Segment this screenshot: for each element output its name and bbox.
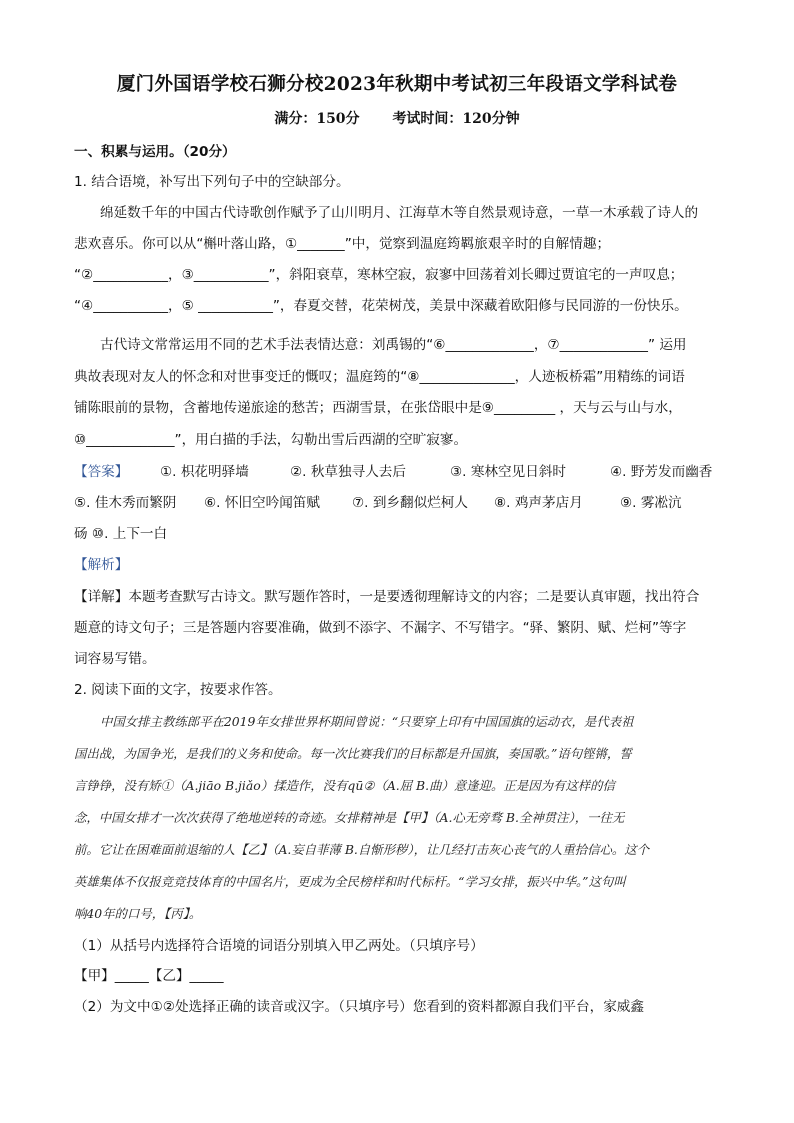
answer-item: ①. 枳花明驿墙	[160, 464, 249, 480]
answer-item: ⑧. 鸡声茅店月	[494, 495, 583, 511]
q1-para1-line: “②___________，③___________”，斜阳衰草，寒林空寂，寂寥中回荡着刘长卿过贾谊宅的一声叹息；	[74, 267, 684, 283]
full-score: 满分：150分	[274, 111, 360, 127]
q1-para1-line: “④___________，⑤ ___________”，春夏交替，花荣树茂，美景中深藏着欧阳修与民同游的一份快乐。	[74, 298, 688, 314]
q2-passage-line: 前。它让在困难面前退缩的人【乙】（A.妄自菲薄 B.自惭形秽），让几经打击灰心丧气的人重拾信心。这个	[74, 842, 650, 857]
exam-title: 厦门外国语学校石狮分校2023年秋期中考试初三年段语文学科试卷	[116, 74, 678, 95]
detail-line: 题意的诗文句子；三是答题内容要准确，做到不添字、不漏字、不写错字。“驿、繁阴、赋、烂柯”等字	[74, 620, 687, 636]
answer-item: ③. 寒林空见日斜时	[450, 464, 566, 480]
q1-para1-line: 绵延数千年的中国古代诗歌创作赋予了山川明月、江海草木等自然景观诗意，一草一木承载了诗人的	[100, 205, 699, 221]
q2-passage-line: 中国女排主教练郎平在2019年女排世界杯期间曾说：“只要穿上印有中国国旗的运动衣，是代表祖	[100, 714, 634, 729]
answer-row-1	[74, 462, 724, 482]
q2-sub1: （1）从括号内选择符合语境的词语分别填入甲乙两处。（只填序号）	[74, 938, 484, 954]
q1-para2-line: ⑩_____________”，用白描的手法，勾勒出雪后西湖的空旷寂寥。	[74, 432, 468, 448]
answer-item: ④. 野芳发而幽香	[610, 464, 713, 480]
q2-passage-line: 国出战，为国争光，是我们的义务和使命。每一次比赛我们的目标都是升国旗，奏国歌。”语句铿锵，誓	[74, 746, 632, 761]
answer-item: ⑨. 雾凇沆	[620, 495, 682, 511]
detail-line: 词容易写错。	[74, 651, 156, 667]
answer-label: 【答案】	[74, 464, 129, 480]
q2-passage-line: 英雄集体不仅报竞竞技体育的中国名片，更成为全民榜样和时代标杆。“学习女排，振兴中华。”这句叫	[74, 874, 626, 889]
answer-item: ⑥. 怀旧空吟闻笛赋	[204, 495, 320, 511]
exam-meta	[0, 108, 794, 128]
analysis-label: 【解析】	[74, 557, 129, 573]
q2-passage-line: 言铮铮，没有矫①（A.jiāo B.jiǎo）揉造作，没有qū②（A.屈 B.曲）意逢迎。正是因为有这样的信	[74, 778, 615, 793]
answer-row-3: 砀 ⑩. 上下一白	[74, 526, 168, 542]
q1-para2-line: 古代诗文常常运用不同的艺术手法表情达意：刘禹锡的“⑥_____________，⑦_____________” 运用	[100, 337, 687, 353]
q2-passage-line: 念，中国女排才一次次获得了绝地逆转的奇迹。女排精神是【甲】（A.心无旁骛 B.全神贯注），一往无	[74, 810, 625, 825]
answer-item: ⑦. 到乡翻似烂柯人	[352, 495, 468, 511]
q2-sub2: （2）为文中①②处选择正确的读音或汉字。（只填序号）您看到的资料都源自我们平台，家威鑫	[74, 999, 644, 1015]
q2-sub1-blanks: 【甲】_____【乙】_____	[74, 968, 224, 984]
q2-prompt: 2. 阅读下面的文字，按要求作答。	[74, 682, 282, 698]
detail-line: 【详解】本题考查默写古诗文。默写题作答时，一是要透彻理解诗文的内容；二是要认真审题，找出符合	[74, 589, 700, 605]
section-heading: 一、积累与运用。（20分）	[74, 144, 236, 160]
q1-para2-line: 典故表现对友人的怀念和对世事变迁的慨叹；温庭筠的“⑧______________，人迹板桥霜”用精练的词语	[74, 369, 685, 385]
q1-para1-line: 悲欢喜乐。你可以从“槲叶落山路，①_______”中，觉察到温庭筠羁旅艰辛时的自解情趣；	[74, 236, 611, 252]
q1-para2-line: 铺陈眼前的景物，含蓄地传递旅途的愁苦；西湖雪景，在张岱眼中是⑨_________ ，天与云与山与水，	[74, 400, 682, 416]
answer-item: ②. 秋草独寻人去后	[290, 464, 406, 480]
exam-time: 考试时间：120分钟	[392, 111, 520, 127]
answer-item: ⑤. 佳木秀而繁阴	[74, 495, 177, 511]
q1-prompt: 1. 结合语境，补写出下列句子中的空缺部分。	[74, 174, 350, 190]
answer-row-2	[74, 493, 724, 513]
q2-passage-line: 响40年的口号，【丙】。	[74, 906, 202, 921]
